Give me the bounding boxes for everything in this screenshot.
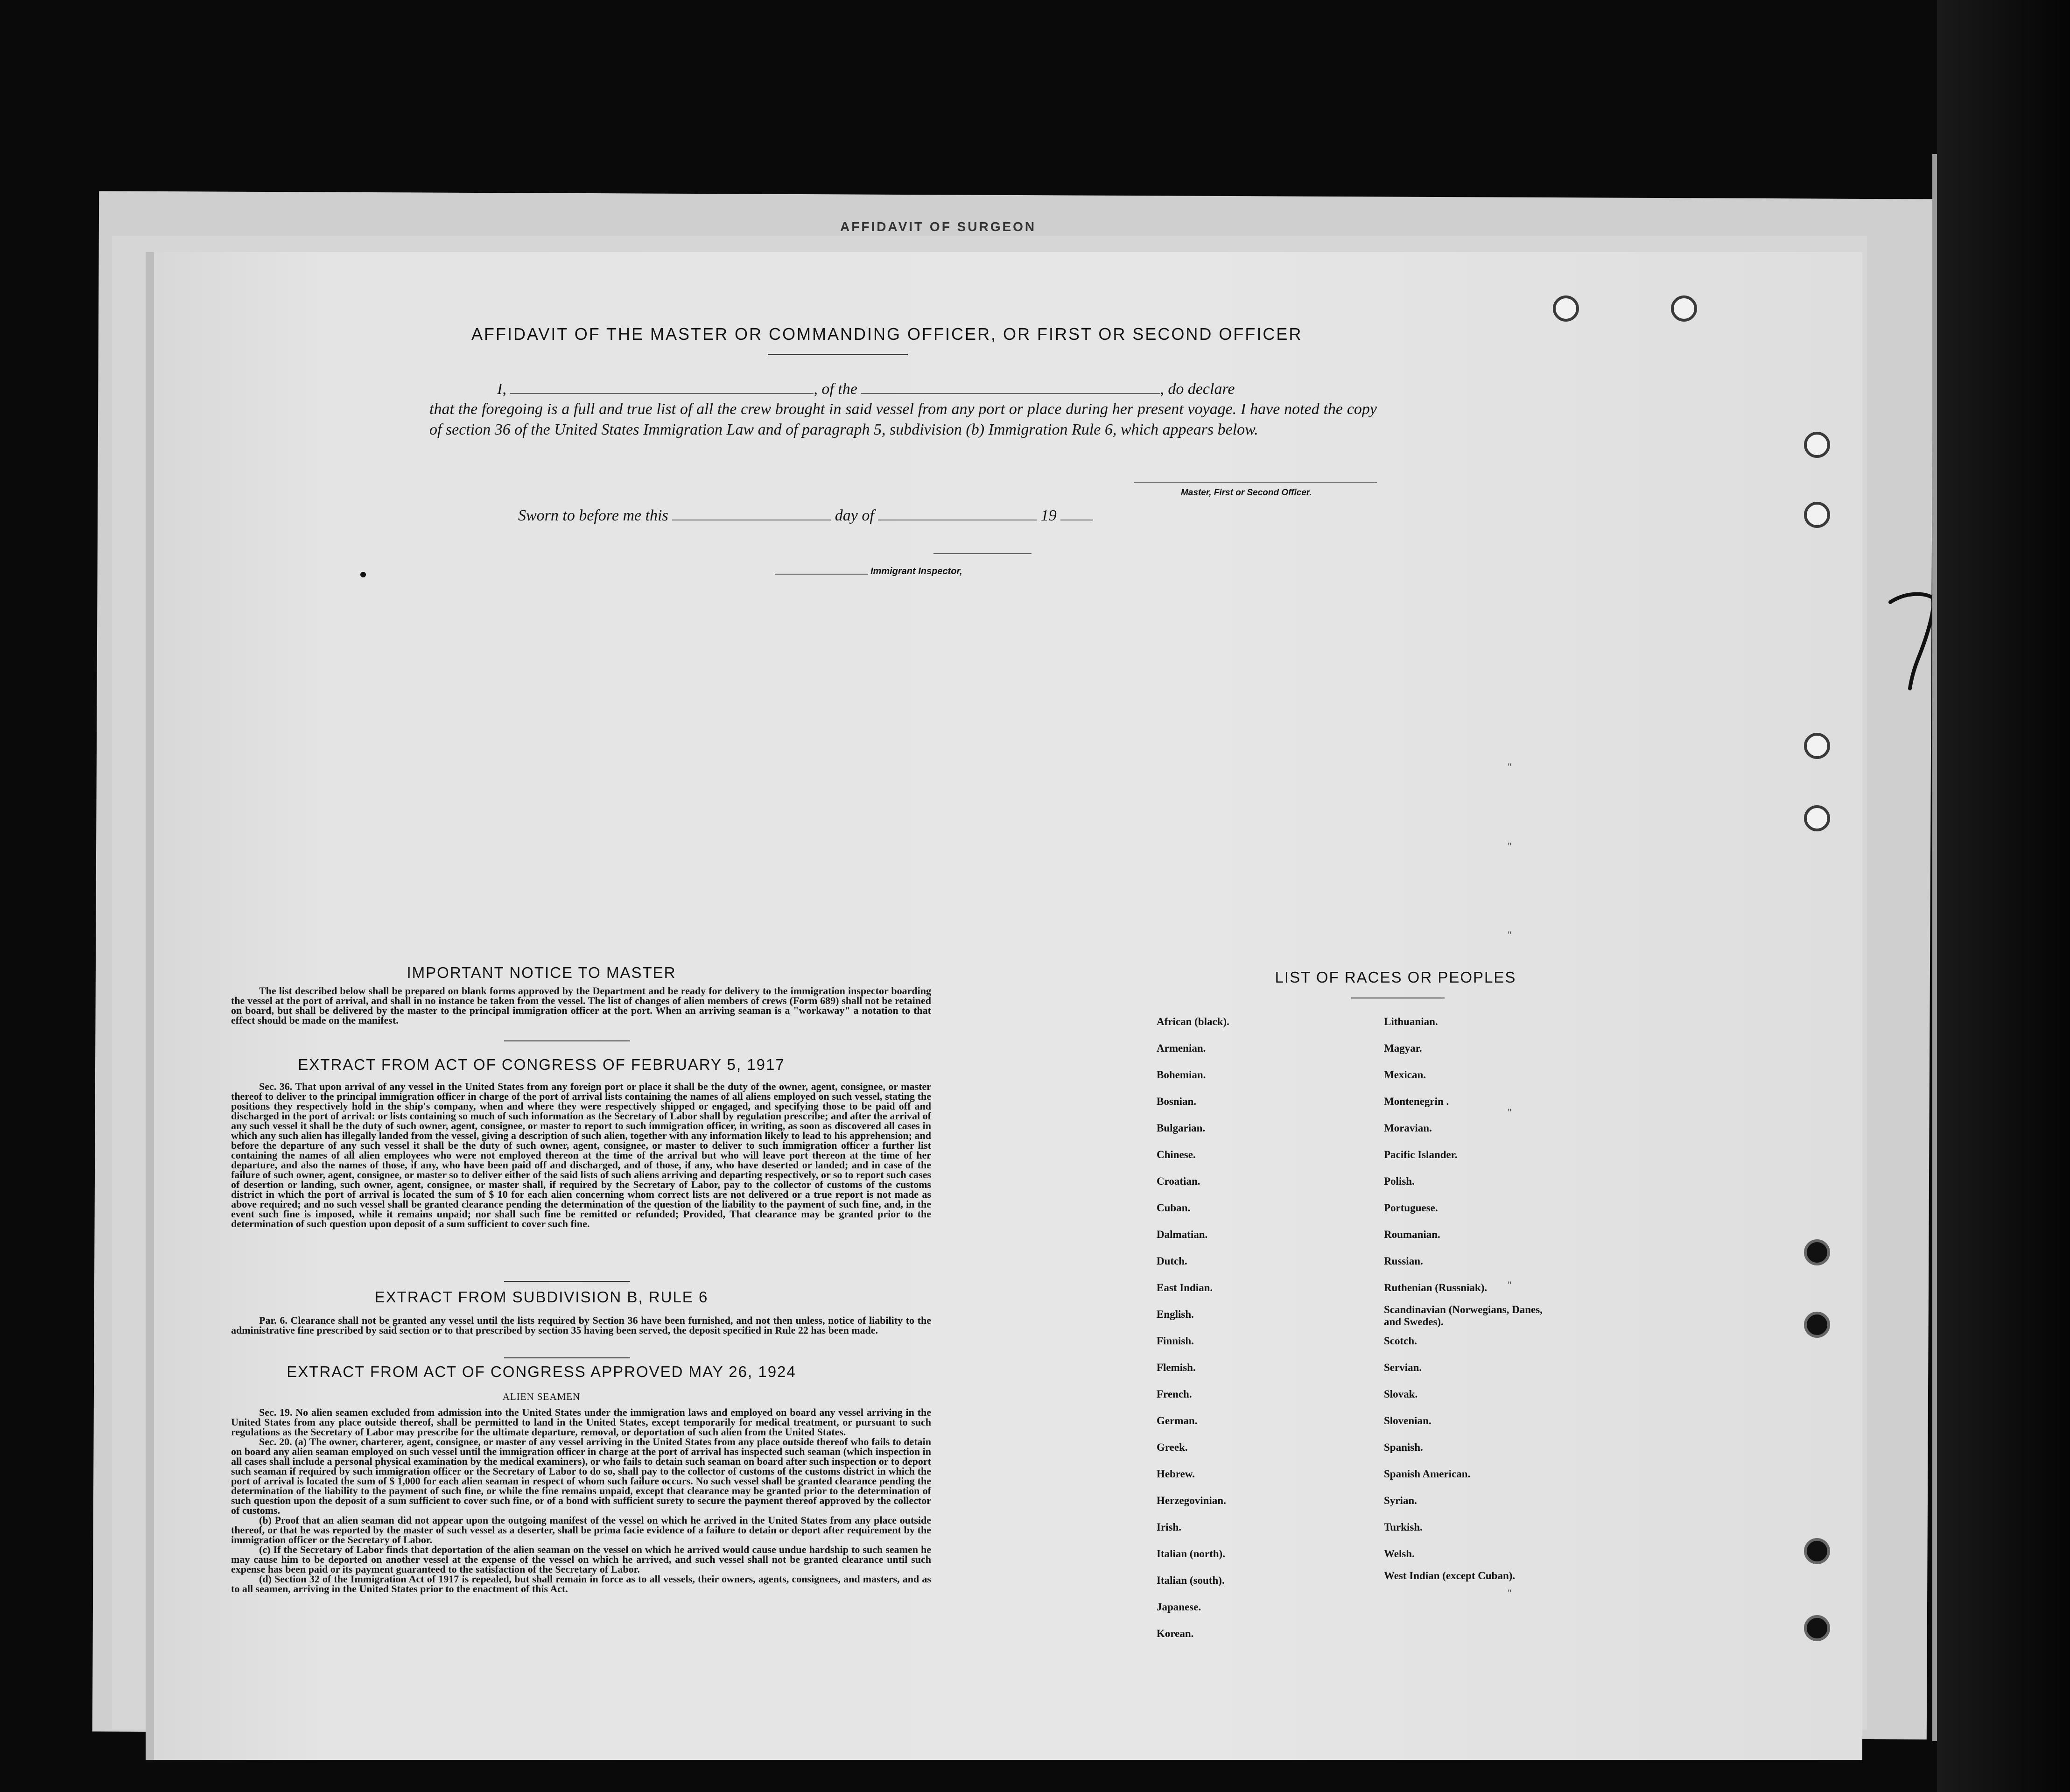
race-item: Hebrew.: [1157, 1468, 1195, 1480]
race-item: Scandinavian (Norwegians, Danes, and Swedes).: [1384, 1304, 1543, 1328]
race-item: German.: [1157, 1415, 1198, 1427]
race-item: Greek.: [1157, 1441, 1188, 1453]
race-item: Scotch.: [1384, 1335, 1417, 1347]
notice-title: IMPORTANT NOTICE TO MASTER: [407, 964, 676, 981]
rule6-text: Par. 6. Clearance shall not be granted any vessel until the lists required by Section 36 have been furnished, and not then unless, notice of liability to the administrative fine prescribed by said section or to that prescribed by section 35 having been served, the deposit specified in Rule 22 has been made.: [231, 1314, 931, 1336]
tick-mark: ": [1508, 1587, 1512, 1599]
month-field[interactable]: [878, 506, 1037, 520]
punch-hole: [1804, 502, 1830, 528]
notice-text: The list described below shall be prepared on blank forms approved by the Department and be ready for delivery to the immigration inspector boarding the vessel at the port of arrival, and shall in no instance be taken from the vessel. The list of changes of alien members of crews (Form 689) shall not be retained on board, but shall be delivered by the master to the principal immigration officer at the port. When an arriving seaman is a "workaway" a notation to that effect should be made on the manifest.: [231, 985, 931, 1026]
punch-hole: [1804, 432, 1830, 458]
race-item: Italian (north).: [1157, 1548, 1225, 1560]
race-item: Bosnian.: [1157, 1096, 1197, 1107]
races-list-left: [1157, 1008, 1229, 1647]
races-title: LIST OF RACES OR PEOPLES: [1275, 969, 1516, 986]
race-item: Syrian.: [1384, 1495, 1417, 1506]
race-item: Spanish.: [1384, 1441, 1423, 1453]
race-item: East Indian.: [1157, 1282, 1213, 1293]
divider-1: [504, 1040, 630, 1041]
divider-3: [504, 1357, 630, 1358]
race-item: Mexican.: [1384, 1069, 1426, 1081]
race-item: Slovenian.: [1384, 1415, 1431, 1427]
divider-2: [504, 1281, 630, 1282]
act-1917-title: EXTRACT FROM ACT OF CONGRESS OF FEBRUARY 5, 1917: [298, 1056, 785, 1073]
race-item: Chinese.: [1157, 1149, 1196, 1160]
page-edge-shadow: [1937, 0, 2070, 1792]
day-field[interactable]: [672, 506, 831, 520]
punch-hole: [1804, 733, 1830, 759]
race-item: Polish.: [1384, 1175, 1415, 1187]
race-item: French.: [1157, 1388, 1192, 1400]
background-sheet-title: AFFIDAVIT OF SURGEON: [840, 219, 1037, 234]
year-prefix: 19: [1040, 507, 1057, 524]
race-item: Croatian.: [1157, 1175, 1200, 1187]
act-1917-text: Sec. 36. That upon arrival of any vessel in the United States from any foreign port or place it shall be the duty of the owner, agent, consignee, or master thereof to deliver to the principal immigration officer in charge of the port of arrival lists containing the names of all aliens employed on such vessel, stating the positions they respectively hold in the ship's company, when and where they were respectively shipped or engaged, and specifying those to be paid off and discharged in the port of arrival: or lists containing so much of such information as the Secretary of Labor shall by regulation prescribe; and after the arrival of any such vessel it shall be the duty of such owner, agent, consignee, or master to report to such immigration officer, in writing, as soon as discovered all cases in which any such alien has illegally landed from the vessel, giving a description of such alien, together with any information likely to lead to his apprehension; and before the departure of any such vessel it shall be the duty of such owner, agent, consignee, or master to deliver to such immigration officer a further list containing the names of all alien employees who were not employed thereon at the time of the arrival but who will leave port thereon at the time of her departure, and also the names of those, if any, who have been paid off and discharged, and of those, if any, who have deserted or landed; and in case of the failure of such owner, agent, consignee, or master so to deliver either of the said lists of such aliens arriving and departing respectively, or so to report such cases of desertion or landing, such owner, agent, consignee, or master shall, if required by the Secretary of Labor, pay to the collector of customs of the customs district in which the port of arrival is located the sum of $ 10 for each alien concerning whom correct lists are not delivered or a true report is not made as above required; and no such vessel shall be granted clearance pending the determination of the question of the liability to the payment of such fine, and, in the event such fine is imposed, while it remains unpaid; nor shall such fine be remitted or refunded; Provided, That clearance may be granted prior to the determination of such question upon deposit of a sum sufficient to cover such fine.: [231, 1081, 931, 1230]
race-item: Pacific Islander.: [1384, 1149, 1458, 1160]
name-field[interactable]: [510, 379, 814, 394]
sworn-line: [518, 506, 1218, 526]
declaration-i: I,: [497, 380, 506, 398]
race-item: Russian.: [1384, 1255, 1423, 1267]
declaration-do-declare: , do declare: [1160, 380, 1235, 398]
race-item: Armenian.: [1157, 1042, 1206, 1054]
race-item: Spanish American.: [1384, 1468, 1471, 1480]
tick-mark: ": [1508, 1106, 1512, 1118]
race-item: Bulgarian.: [1157, 1122, 1206, 1134]
day-of-text: day of: [835, 507, 874, 524]
act-1924-subtitle: ALIEN SEAMEN: [502, 1391, 581, 1402]
manifest-page: [154, 252, 1862, 1760]
race-item: Irish.: [1157, 1521, 1182, 1533]
race-item: Welsh.: [1384, 1548, 1415, 1560]
race-item: Finnish.: [1157, 1335, 1194, 1347]
race-item: Cuban.: [1157, 1202, 1191, 1214]
race-item: Moravian.: [1384, 1122, 1432, 1134]
race-item: African (black).: [1157, 1016, 1229, 1027]
punch-hole: [1804, 1615, 1830, 1641]
declaration-of-the: , of the: [814, 380, 857, 398]
race-item: West Indian (except Cuban).: [1384, 1570, 1516, 1581]
race-item: Portuguese.: [1384, 1202, 1438, 1214]
punch-hole: [1804, 1239, 1830, 1265]
sworn-text: Sworn to before me this: [518, 507, 668, 524]
declaration-body: that the foregoing is a full and true list of all the crew brought in said vessel from any port or place during her present voyage. I have noted the copy of section 36 of the United States Immigration Law and of paragraph 5, subdivision (b) Immigration Rule 6, which appears below.: [429, 401, 1377, 438]
race-item: Slovak.: [1384, 1388, 1418, 1400]
race-item: English.: [1157, 1308, 1194, 1320]
race-item: Italian (south).: [1157, 1574, 1225, 1586]
race-item: Turkish.: [1384, 1521, 1423, 1533]
race-item: Montenegrin .: [1384, 1096, 1449, 1107]
punch-hole: [1804, 1538, 1830, 1564]
tick-mark: ": [1508, 929, 1512, 941]
signature-label: Master, First or Second Officer.: [1181, 488, 1312, 498]
race-item: Japanese.: [1157, 1601, 1201, 1613]
race-item: Dalmatian.: [1157, 1229, 1208, 1240]
rule6-title: EXTRACT FROM SUBDIVISION B, RULE 6: [374, 1288, 709, 1306]
race-item: Flemish.: [1157, 1362, 1196, 1373]
ink-dot: [360, 572, 366, 577]
act-1924-title: EXTRACT FROM ACT OF CONGRESS APPROVED MAY 26, 1924: [287, 1363, 796, 1380]
punch-hole: [1804, 805, 1830, 831]
race-item: Dutch.: [1157, 1255, 1187, 1267]
inspector-signature-line[interactable]: [775, 574, 868, 575]
race-item: Magyar.: [1384, 1042, 1422, 1054]
race-item: Ruthenian (Russniak).: [1384, 1282, 1488, 1293]
paper-edge: [1932, 154, 1937, 1741]
race-item: Servian.: [1384, 1362, 1422, 1373]
act-1924-text: Sec. 19. No alien seamen excluded from admission into the United States under the immigration laws and employed on board any vessel arriving in the United States from any place outside thereof, shall be permitted to land in the United States, except temporarily for medical treatment, or pursuant to such regulations as the Secretary of Labor may prescribe for the ultimate departure, removal, or deportation of such alien from the United States. Sec. 20. (a) The owner, charterer, agent, consignee, or master of any vessel arriving in the United States from any place outside thereof who fails to detain on board any alien seaman employed on such vessel until the immigration officer in charge at the port of arrival has inspected such seaman (which inspection in all cases shall include a personal physical examination by the medical examiners), or who fails to detain such seaman on board after such inspection or to deport such seaman if required by such immigration officer or the Secretary of Labor to do so, shall pay to the collector of customs of the customs district in which the port of arrival is located the sum of $ 1,000 for each alien seaman in respect of whom such failure occurs. No such vessel shall be granted clearance pending the determination of the liability to the payment of such fine, or while the fine remains unpaid, except that clearance may be granted prior to the determination of such question upon the deposit of a sum sufficient to cover such fine, or of a bond with sufficient surety to secure the payment thereof approved by the collector of customs. (b) Proof that an alien seaman did not appear upon the outgoing manifest of the vessel on which he arrived in the United States from any place outside thereof, or that he was reported by the master of such vessel as a deserter, shall be prima facie evidence of a failure to detain or deport after requirement by the immigration officer or the Secretary of Labor. (c) If the Secretary of Labor finds that deportation of the alien seaman on the vessel on which he arrived would cause undue hardship to such seamen he may cause him to be deported on another vessel at the expense of the vessel on which he arrived, and such vessel shall not be granted clearance until such expense has been paid or its payment guaranteed to the satisfaction of the Secretary of Labor. (d) Section 32 of the Immigration Act of 1917 is repealed, but shall remain in force as to all vessels, their owners, agents, consignees, and masters, and as to all seamen, arriving in the United States prior to the enactment of this Act.: [231, 1406, 931, 1595]
race-item: Herzegovinian.: [1157, 1495, 1226, 1506]
race-item: Lithuanian.: [1384, 1016, 1438, 1027]
punch-hole: [1553, 295, 1579, 322]
title-underline: [768, 354, 908, 355]
signature-line[interactable]: [1134, 482, 1377, 483]
race-item: Bohemian.: [1157, 1069, 1206, 1081]
race-item: Roumanian.: [1384, 1229, 1440, 1240]
punch-hole: [1671, 295, 1697, 322]
inspector-line-upper: [933, 553, 1031, 554]
inspector-label: Immigrant Inspector,: [870, 566, 962, 576]
year-field[interactable]: [1060, 506, 1093, 520]
declaration-line: [485, 379, 1377, 400]
vessel-field[interactable]: [861, 379, 1160, 394]
punch-hole: [1804, 1312, 1830, 1338]
affidavit-title: AFFIDAVIT OF THE MASTER OR COMMANDING OFFICER, OR FIRST OR SECOND OFFICER: [471, 324, 1303, 344]
tick-mark: ": [1508, 761, 1512, 773]
tick-mark: ": [1508, 840, 1512, 852]
race-item: Korean.: [1157, 1628, 1194, 1639]
races-list-right: [1384, 1008, 1561, 1594]
tick-mark: ": [1508, 1279, 1512, 1291]
